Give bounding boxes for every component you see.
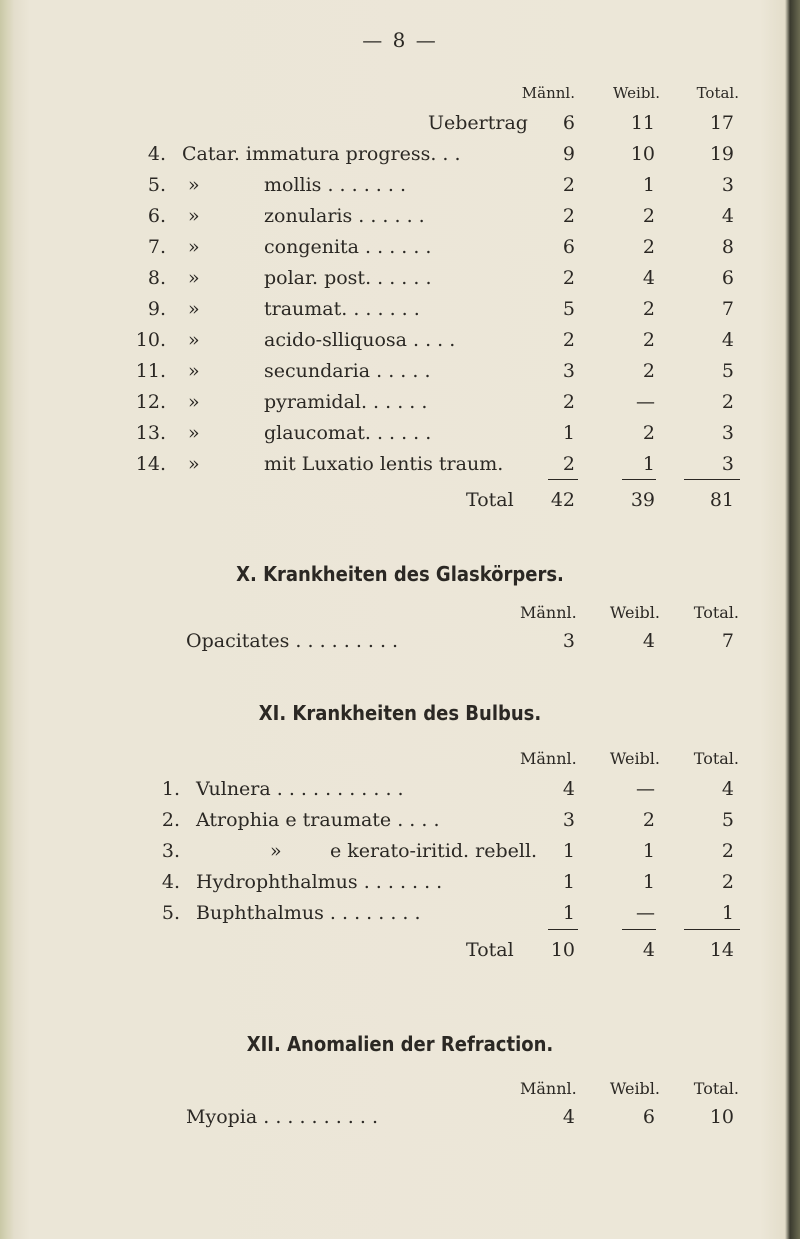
- table1-column-headers: [0, 78, 800, 108]
- value-maennl: 10: [550, 939, 575, 961]
- row-label: mit Luxatio lentis traum.: [264, 453, 504, 475]
- value-total: 8: [721, 236, 734, 258]
- ditto-mark: »: [188, 360, 200, 382]
- value-total: 2: [721, 840, 734, 862]
- value-weibl: 11: [630, 112, 655, 134]
- column-header-weibl: Weibl.: [612, 84, 660, 102]
- ditto-mark: »: [270, 840, 282, 862]
- section-title: XI. Krankheiten des Bulbus.: [258, 701, 542, 725]
- row-number: 4.: [147, 143, 166, 165]
- row-label: Buphthalmus . . . . . . . .: [196, 902, 421, 924]
- value-total: 81: [709, 489, 734, 511]
- value-maennl: 2: [562, 329, 575, 351]
- table-row: [0, 387, 800, 417]
- value-weibl: 4: [642, 630, 655, 652]
- table-row: [0, 626, 800, 656]
- value-weibl: 1: [642, 174, 655, 196]
- value-maennl: 1: [562, 422, 575, 444]
- row-number: 2.: [161, 809, 180, 831]
- table-row: [0, 774, 800, 804]
- row-label: Hydrophthalmus . . . . . . .: [196, 871, 443, 893]
- value-total: 17: [709, 112, 734, 134]
- section11-column-headers: [0, 744, 800, 774]
- row-number: 5.: [147, 174, 166, 196]
- column-header-total: Total.: [696, 84, 739, 102]
- value-maennl: 3: [562, 809, 575, 831]
- value-total: 19: [709, 143, 734, 165]
- value-maennl: 6: [562, 112, 575, 134]
- value-maennl: 2: [562, 453, 575, 475]
- total-label: Total: [466, 939, 514, 961]
- row-number: 6.: [147, 205, 166, 227]
- ditto-mark: »: [188, 329, 200, 351]
- value-total: 7: [721, 630, 734, 652]
- ditto-mark: »: [188, 422, 200, 444]
- row-label: Myopia . . . . . . . . . .: [186, 1106, 378, 1128]
- value-weibl: —: [636, 902, 655, 924]
- row-number: 9.: [147, 298, 166, 320]
- value-total: 5: [721, 360, 734, 382]
- section-title: X. Krankheiten des Glaskörpers.: [236, 562, 564, 586]
- table-row: [0, 805, 800, 835]
- value-total: 4: [721, 205, 734, 227]
- table-row: [0, 232, 800, 262]
- row-label: pyramidal. . . . . .: [264, 391, 428, 413]
- value-total: 6: [721, 267, 734, 289]
- row-label: acido-slliquosa . . . .: [264, 329, 456, 351]
- value-total: 3: [721, 174, 734, 196]
- row-label: Catar. immatura progress. . .: [182, 143, 461, 165]
- column-header-weibl: Weibl.: [609, 603, 660, 622]
- row-label: glaucomat. . . . . .: [264, 422, 432, 444]
- value-weibl: 1: [642, 840, 655, 862]
- sum-rule: [622, 479, 656, 480]
- table-row: [0, 294, 800, 324]
- value-maennl: 2: [562, 205, 575, 227]
- value-weibl: 1: [642, 453, 655, 475]
- value-maennl: 2: [562, 391, 575, 413]
- value-weibl: 4: [642, 267, 655, 289]
- value-total: 10: [709, 1106, 734, 1128]
- value-maennl: 1: [562, 871, 575, 893]
- value-total: 1: [721, 902, 734, 924]
- column-header-weibl: Weibl.: [609, 749, 660, 768]
- ditto-mark: »: [188, 174, 200, 196]
- table-row: [0, 1102, 800, 1132]
- table-row: [0, 325, 800, 355]
- value-total: 3: [721, 453, 734, 475]
- value-maennl: 1: [562, 840, 575, 862]
- row-label: congenita . . . . . .: [264, 236, 432, 258]
- value-total: 4: [721, 329, 734, 351]
- sum-rule: [684, 929, 740, 930]
- value-maennl: 3: [562, 630, 575, 652]
- value-weibl: 2: [642, 205, 655, 227]
- page-header: — 8 —: [362, 28, 438, 52]
- value-weibl: 10: [630, 143, 655, 165]
- row-number: 11.: [135, 360, 166, 382]
- value-weibl: 39: [630, 489, 655, 511]
- value-weibl: 2: [642, 422, 655, 444]
- value-weibl: —: [636, 391, 655, 413]
- value-weibl: 4: [642, 939, 655, 961]
- row-label: secundaria . . . . .: [264, 360, 431, 382]
- section10-column-headers: [0, 598, 800, 628]
- value-weibl: —: [636, 778, 655, 800]
- column-header-maennl: Männl.: [521, 84, 575, 102]
- value-maennl: 3: [562, 360, 575, 382]
- row-number: 7.: [147, 236, 166, 258]
- table-row-carry: [0, 108, 800, 138]
- value-weibl: 6: [642, 1106, 655, 1128]
- table-total-row: [0, 935, 800, 965]
- value-maennl: 4: [562, 1106, 575, 1128]
- row-label: Atrophia e traumate . . . .: [196, 809, 440, 831]
- table-row: [0, 836, 800, 866]
- value-maennl: 4: [562, 778, 575, 800]
- row-number: 13.: [135, 422, 166, 444]
- value-maennl: 9: [562, 143, 575, 165]
- value-maennl: 5: [562, 298, 575, 320]
- column-header-weibl: Weibl.: [609, 1079, 660, 1098]
- section-title: XII. Anomalien der Refraction.: [246, 1032, 554, 1056]
- table-row: [0, 867, 800, 897]
- row-label: Vulnera . . . . . . . . . . .: [196, 778, 404, 800]
- value-maennl: 6: [562, 236, 575, 258]
- sum-rule: [548, 479, 578, 480]
- ditto-mark: »: [188, 391, 200, 413]
- column-header-maennl: Männl.: [520, 1079, 577, 1098]
- value-weibl: 2: [642, 236, 655, 258]
- row-number: 1.: [161, 778, 180, 800]
- row-number: 8.: [147, 267, 166, 289]
- row-label: traumat. . . . . . .: [264, 298, 420, 320]
- sum-rule: [622, 929, 656, 930]
- value-maennl: 2: [562, 267, 575, 289]
- value-weibl: 1: [642, 871, 655, 893]
- ditto-mark: »: [188, 267, 200, 289]
- row-number: 12.: [135, 391, 166, 413]
- ditto-mark: »: [188, 453, 200, 475]
- value-maennl: 1: [562, 902, 575, 924]
- value-total: 7: [721, 298, 734, 320]
- row-label: Opacitates . . . . . . . . .: [186, 630, 399, 652]
- row-number: 14.: [135, 453, 166, 475]
- row-number: 4.: [161, 871, 180, 893]
- sum-rule: [684, 479, 740, 480]
- total-label: Total: [466, 489, 514, 511]
- table-row: [0, 139, 800, 169]
- value-weibl: 2: [642, 809, 655, 831]
- value-total: 5: [721, 809, 734, 831]
- ditto-mark: »: [188, 236, 200, 258]
- table-row: [0, 356, 800, 386]
- value-total: 14: [709, 939, 734, 961]
- value-weibl: 2: [642, 360, 655, 382]
- row-label: zonularis . . . . . .: [264, 205, 425, 227]
- value-total: 4: [721, 778, 734, 800]
- column-header-total: Total.: [693, 603, 739, 622]
- sum-rule: [548, 929, 578, 930]
- row-number: 3.: [161, 840, 180, 862]
- value-total: 2: [721, 391, 734, 413]
- column-header-total: Total.: [693, 749, 739, 768]
- row-label: mollis . . . . . . .: [264, 174, 406, 196]
- ditto-mark: »: [188, 298, 200, 320]
- table-row: [0, 418, 800, 448]
- table-row: [0, 263, 800, 293]
- value-weibl: 2: [642, 329, 655, 351]
- value-maennl: 42: [550, 489, 575, 511]
- table-row: [0, 449, 800, 479]
- column-header-maennl: Männl.: [520, 603, 577, 622]
- column-header-maennl: Männl.: [520, 749, 577, 768]
- table-row: [0, 170, 800, 200]
- table-row: [0, 201, 800, 231]
- value-total: 3: [721, 422, 734, 444]
- row-label: polar. post. . . . . .: [264, 267, 432, 289]
- table-row: [0, 898, 800, 928]
- row-number: 5.: [161, 902, 180, 924]
- value-maennl: 2: [562, 174, 575, 196]
- column-header-total: Total.: [693, 1079, 739, 1098]
- ditto-mark: »: [188, 205, 200, 227]
- table-total-row: [0, 485, 800, 515]
- row-label: e kerato-iritid. rebell.: [330, 840, 538, 862]
- section12-column-headers: [0, 1074, 800, 1104]
- value-total: 2: [721, 871, 734, 893]
- carry-label: Uebertrag: [428, 112, 528, 134]
- row-number: 10.: [135, 329, 166, 351]
- value-weibl: 2: [642, 298, 655, 320]
